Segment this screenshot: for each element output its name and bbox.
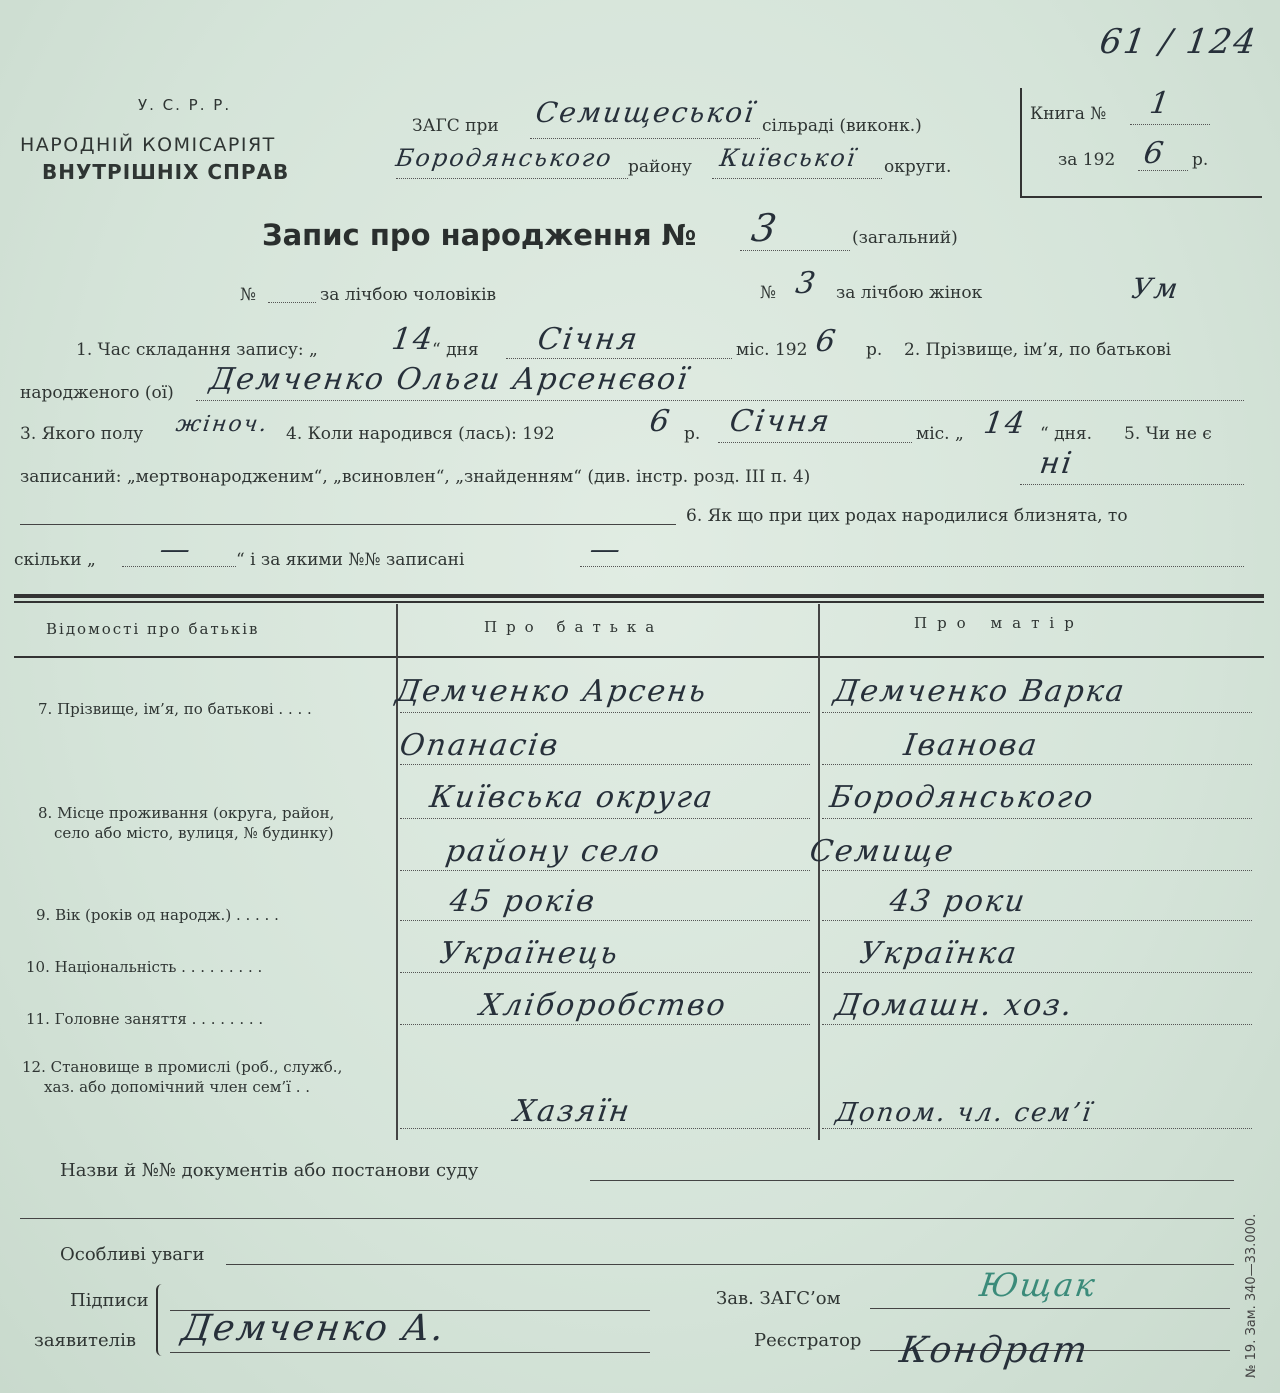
row12-father: Хазяїн bbox=[511, 1094, 634, 1129]
field4-mis: міс. „ bbox=[916, 424, 964, 444]
row8-mother-line1: Бородянського bbox=[827, 780, 1097, 815]
field1-month-line bbox=[506, 358, 732, 359]
republic-label: У. С. Р. Р. bbox=[138, 96, 232, 114]
field1-day-handwritten: 14 bbox=[389, 322, 437, 357]
table-writing-line bbox=[400, 1024, 810, 1025]
book-year-suffix: р. bbox=[1192, 150, 1209, 170]
field4-month-handwritten: Січня bbox=[727, 404, 834, 439]
field1-day-label: “ дня bbox=[432, 340, 479, 360]
table-header-father: Про батька bbox=[484, 618, 664, 636]
table-top-double-rule-2 bbox=[14, 601, 1264, 603]
okrug-handwritten: Київської bbox=[718, 144, 859, 172]
field1-year-suffix: р. bbox=[866, 340, 883, 360]
field6-nums-line bbox=[580, 566, 1244, 567]
men-number-line bbox=[268, 302, 316, 303]
table-writing-line bbox=[822, 920, 1252, 921]
table-writing-line bbox=[400, 920, 810, 921]
side-print-number: № 19. Зам. 340—33.000. bbox=[1244, 1213, 1259, 1378]
field6-count-line bbox=[122, 566, 236, 567]
table-writing-line bbox=[822, 972, 1252, 973]
table-writing-line bbox=[822, 1128, 1252, 1129]
field6-leading-line bbox=[20, 524, 676, 525]
row7-mother-line2: Іванова bbox=[901, 728, 1041, 763]
registrar-label: Реєстратор bbox=[754, 1330, 862, 1351]
record-general: (загальний) bbox=[852, 228, 958, 248]
registrar-signature: Кондрат bbox=[897, 1330, 1092, 1371]
commissariat-line1: НАРОДНІЙ КОМІСАРІЯТ bbox=[20, 134, 276, 156]
zags-head-signature: Ющак bbox=[977, 1266, 1100, 1304]
book-year-handwritten: 6 bbox=[1141, 136, 1168, 171]
signatures-label-2: заявителів bbox=[34, 1330, 136, 1351]
district-suffix: району bbox=[628, 157, 692, 177]
table-writing-line bbox=[822, 764, 1252, 765]
field6-count-handwritten: — bbox=[157, 532, 195, 567]
table-writing-line bbox=[822, 1024, 1252, 1025]
row11-mother: Домашн. хоз. bbox=[833, 988, 1076, 1023]
book-year-line bbox=[1138, 170, 1188, 171]
field4-r: р. bbox=[684, 424, 701, 444]
table-writing-line bbox=[400, 870, 810, 871]
men-prefix: № bbox=[240, 285, 257, 305]
row10-label: 10. Національність . . . . . . . . . bbox=[26, 958, 263, 976]
row12-mother: Допом. чл. сем’ї bbox=[833, 1098, 1095, 1128]
table-header-parents: Відомості про батьків bbox=[46, 620, 260, 638]
women-label: за лічбою жінок bbox=[836, 283, 983, 303]
book-number-handwritten: 1 bbox=[1147, 86, 1174, 121]
sex-handwritten: жіноч. bbox=[174, 412, 271, 437]
table-header-mother: Про матір bbox=[914, 614, 1084, 632]
notes-label: Особливі уваги bbox=[60, 1244, 205, 1265]
table-writing-line bbox=[400, 712, 810, 713]
zags-village-line bbox=[530, 138, 760, 139]
row9-label: 9. Вік (років од народж.) . . . . . bbox=[36, 906, 279, 924]
field5-answer-handwritten: ні bbox=[1037, 446, 1076, 481]
women-number-handwritten: 3 bbox=[793, 266, 820, 301]
applicant-signature: Демченко А. bbox=[179, 1308, 449, 1349]
documents-line-2 bbox=[20, 1218, 1234, 1219]
row8-father-line2: району село bbox=[443, 834, 664, 869]
row8-label: 8. Місце проживання (округа, район, bbox=[38, 804, 335, 822]
field5-line2: записаний: „мертвонародженим“, „всиновлен“, „знайденням“ (див. інстр. розд. III п. 4) bbox=[20, 467, 811, 487]
signatures-bracket bbox=[156, 1284, 168, 1356]
field6-nums-handwritten: — bbox=[587, 532, 625, 567]
men-label: за лічбою чоловіків bbox=[320, 285, 497, 305]
record-number-handwritten: 3 bbox=[748, 206, 782, 250]
table-writing-line bbox=[822, 818, 1252, 819]
row7-label: 7. Прізвище, ім’я, по батькові . . . . bbox=[38, 700, 312, 718]
field1-year-handwritten: 6 bbox=[813, 324, 840, 359]
district-handwritten: Бородянського bbox=[394, 144, 615, 172]
born-label: народженого (ої) bbox=[20, 383, 174, 403]
field1-month-handwritten: Січня bbox=[535, 322, 642, 357]
field5-answer-line bbox=[1020, 484, 1244, 485]
field6-line2-a: скільки „ bbox=[14, 550, 96, 570]
field1-month-label: міс. 192 bbox=[736, 340, 808, 360]
notes-line bbox=[226, 1264, 1234, 1265]
field6-label: 6. Як що при цих родах народилися близнята, то bbox=[686, 506, 1128, 526]
table-writing-line bbox=[400, 818, 810, 819]
okrug-line bbox=[712, 178, 882, 179]
table-writing-line bbox=[400, 764, 810, 765]
row7-father-line2: Опанасів bbox=[397, 728, 562, 763]
documents-line bbox=[590, 1180, 1234, 1181]
field2-label: 2. Прізвище, ім’я, по батькові bbox=[904, 340, 1172, 360]
table-writing-line bbox=[822, 870, 1252, 871]
row10-mother: Українка bbox=[857, 936, 1021, 971]
row8-label2: село або місто, вулиця, № будинку) bbox=[54, 824, 334, 842]
zags-prefix: ЗАГС при bbox=[412, 116, 499, 136]
archive-reference: 61 / 124 bbox=[1097, 22, 1261, 62]
table-writing-line bbox=[400, 972, 810, 973]
table-divider-2 bbox=[818, 604, 820, 1140]
field3-label: 3. Якого полу bbox=[20, 424, 144, 444]
field6-line2-b: “ і за якими №№ записані bbox=[236, 550, 465, 570]
signatures-label-1: Підписи bbox=[70, 1290, 149, 1311]
field4-day-handwritten: 14 bbox=[981, 406, 1029, 441]
book-label: Книга № bbox=[1030, 104, 1107, 124]
row12-label2: хаз. або допомічний член сем’ї . . bbox=[44, 1078, 311, 1096]
zags-village-handwritten: Семищеської bbox=[533, 96, 758, 129]
row7-mother-line1: Демченко Варка bbox=[831, 674, 1129, 709]
born-name-line bbox=[196, 400, 1244, 401]
book-year-prefix: за 192 bbox=[1058, 150, 1116, 170]
row9-mother: 43 роки bbox=[887, 884, 1029, 919]
row10-father: Українець bbox=[437, 936, 622, 971]
record-title: Запис про народження № bbox=[262, 218, 697, 252]
row11-father: Хліборобство bbox=[477, 988, 730, 1023]
row12-label: 12. Становище в промислі (роб., служб., bbox=[22, 1058, 343, 1076]
commissariat-line2: ВНУТРІШНІХ СПРАВ bbox=[42, 160, 290, 184]
margin-mark: Ум bbox=[1129, 272, 1182, 305]
table-writing-line bbox=[822, 712, 1252, 713]
field4-year-handwritten: 6 bbox=[647, 404, 674, 439]
row9-father: 45 років bbox=[447, 884, 599, 919]
field1-label: 1. Час складання запису: „ bbox=[76, 340, 318, 360]
row8-father-line1: Київська округа bbox=[427, 780, 717, 815]
record-number-line bbox=[740, 250, 850, 251]
field5-label: 5. Чи не є bbox=[1124, 424, 1212, 444]
zags-suffix: сільраді (виконк.) bbox=[762, 116, 922, 136]
documents-label: Назви й №№ документів або постанови суду bbox=[60, 1160, 479, 1181]
table-header-bottom-rule bbox=[14, 656, 1264, 658]
district-line bbox=[396, 178, 628, 179]
table-writing-line bbox=[400, 1128, 810, 1129]
field4-day-label: “ дня. bbox=[1040, 424, 1093, 444]
okrug-suffix: округи. bbox=[884, 157, 952, 177]
women-prefix: № bbox=[760, 283, 777, 303]
born-name-handwritten: Демченко Ольги Арсенєвої bbox=[207, 362, 692, 397]
table-top-double-rule-1 bbox=[14, 594, 1264, 598]
row11-label: 11. Головне заняття . . . . . . . . bbox=[26, 1010, 264, 1028]
applicant-line-2 bbox=[170, 1352, 650, 1353]
zags-head-label: Зав. ЗАГС’ом bbox=[716, 1288, 841, 1309]
row7-father-line1: Демченко Арсень bbox=[393, 674, 710, 709]
zags-head-line bbox=[870, 1308, 1230, 1309]
field4-label: 4. Коли народився (лась): 192 bbox=[286, 424, 555, 444]
row8-mother-line2: Семище bbox=[807, 834, 958, 869]
book-number-line bbox=[1130, 124, 1210, 125]
field4-month-line bbox=[718, 442, 912, 443]
